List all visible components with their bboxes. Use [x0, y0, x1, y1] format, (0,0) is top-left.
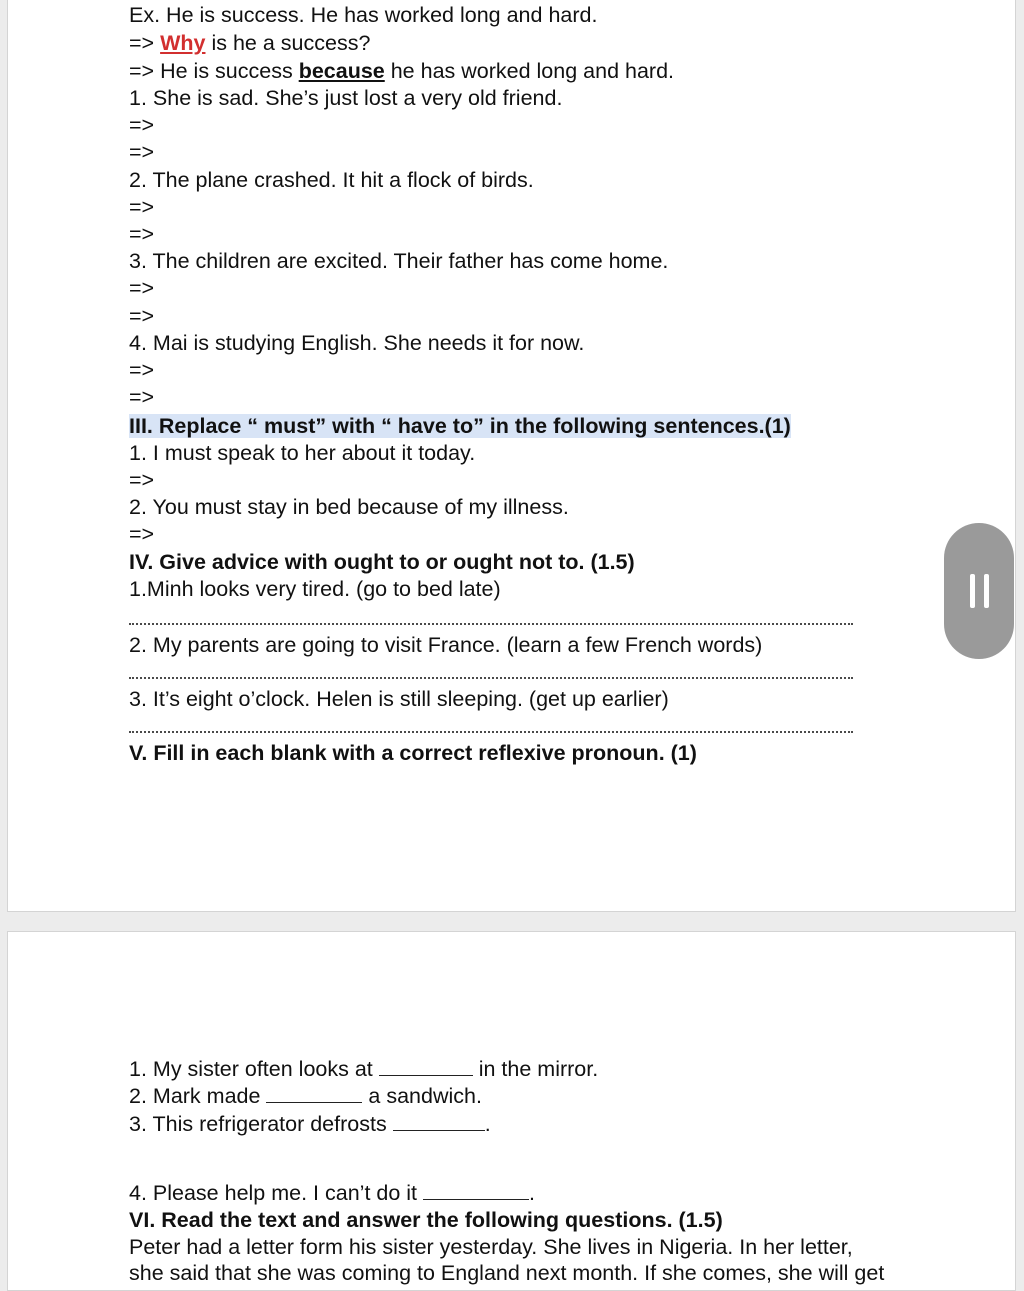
- reading-text-line: she said that she was coming to England next month. If she comes, she will get: [129, 1261, 885, 1285]
- list-item: 1. My sister often looks at in the mirror.: [129, 1057, 599, 1081]
- grip-bar-icon: [970, 574, 975, 608]
- example-question: => Why is he a success?: [129, 31, 371, 55]
- list-item: 1. I must speak to her about it today.: [129, 441, 476, 465]
- answer-arrow: =>: [129, 222, 155, 246]
- answer-arrow: =>: [129, 358, 155, 382]
- list-item: 3. It’s eight o’clock. Helen is still sleeping. (get up earlier): [129, 687, 669, 711]
- list-item: 2. You must stay in bed because of my illness.: [129, 495, 569, 519]
- answer-arrow: =>: [129, 140, 155, 164]
- section-4-heading: IV. Give advice with ought to or ought not to. (1.5): [129, 550, 635, 574]
- answer-arrow: =>: [129, 276, 155, 300]
- list-item: 2. My parents are going to visit France. (learn a few French words): [129, 633, 763, 657]
- answer-arrow: =>: [129, 522, 155, 546]
- answer-arrow: =>: [129, 468, 155, 492]
- section-3-heading: III. Replace “ must” with “ have to” in the following sentences.(1): [129, 414, 791, 438]
- list-item: 3. This refrigerator defrosts .: [129, 1112, 491, 1136]
- list-item: 2. The plane crashed. It hit a flock of birds.: [129, 168, 534, 192]
- list-item: 3. The children are excited. Their father has come home.: [129, 249, 669, 273]
- reading-text-line: Peter had a letter form his sister yesterday. She lives in Nigeria. In her letter,: [129, 1235, 853, 1259]
- fill-blank: [379, 1057, 473, 1076]
- answer-arrow: =>: [129, 113, 155, 137]
- section-5-heading: V. Fill in each blank with a correct reflexive pronoun. (1): [129, 741, 697, 765]
- list-item: 1. She is sad. She’s just lost a very old friend.: [129, 86, 563, 110]
- answer-arrow: =>: [129, 195, 155, 219]
- fill-blank: [423, 1181, 529, 1200]
- list-item: 4. Mai is studying English. She needs it for now.: [129, 331, 585, 355]
- answer-dotted-line: [129, 677, 853, 679]
- list-item: 1.Minh looks very tired. (go to bed late): [129, 577, 501, 601]
- document-page-2: [7, 931, 1016, 1291]
- fill-blank: [266, 1084, 362, 1103]
- example-sentence: Ex. He is success. He has worked long and hard.: [129, 3, 598, 27]
- answer-arrow: =>: [129, 385, 155, 409]
- grip-bar-icon: [984, 574, 989, 608]
- section-6-heading: VI. Read the text and answer the following questions. (1.5): [129, 1208, 723, 1232]
- answer-dotted-line: [129, 731, 853, 733]
- answer-dotted-line: [129, 623, 853, 625]
- fill-blank: [393, 1112, 485, 1131]
- scroll-handle[interactable]: [944, 523, 1014, 659]
- example-answer: => He is success because he has worked long and hard.: [129, 59, 675, 83]
- answer-arrow: =>: [129, 304, 155, 328]
- why-word: Why: [160, 31, 206, 55]
- list-item: 2. Mark made a sandwich.: [129, 1084, 482, 1108]
- document-page-1: [7, 0, 1016, 912]
- because-word: because: [298, 59, 385, 83]
- list-item: 4. Please help me. I can’t do it .: [129, 1181, 535, 1205]
